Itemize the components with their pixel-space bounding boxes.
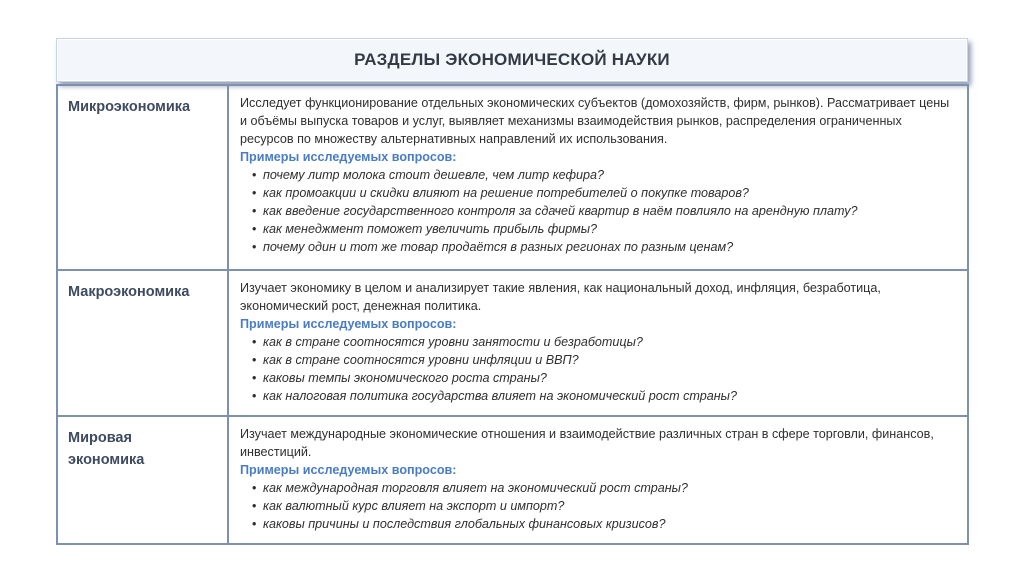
question-item: • как промоакции и скидки влияют на решение потребителей о покупке товаров? bbox=[252, 184, 957, 202]
question-item: • как в стране соотносятся уровни занятости и безработицы? bbox=[252, 333, 957, 351]
section-description-cell bbox=[229, 271, 967, 417]
examples-heading: Примеры исследуемых вопросов: bbox=[240, 317, 457, 331]
question-item: • как в стране соотносятся уровни инфляции и ВВП? bbox=[252, 351, 957, 369]
section-description-cell bbox=[229, 86, 967, 269]
question-item: • как налоговая политика государства влияет на экономический рост страны? bbox=[252, 387, 957, 405]
question-item: • почему один и тот же товар продаётся в разных регионах по разным ценам? bbox=[252, 238, 957, 256]
section-name-cell bbox=[58, 86, 229, 269]
question-item: • почему литр молока стоит дешевле, чем литр кефира? bbox=[252, 166, 957, 184]
question-item: • как менеджмент поможет увеличить прибыль фирмы? bbox=[252, 220, 957, 238]
question-item: • каковы темпы экономического роста страны? bbox=[252, 369, 957, 387]
section-row-macroeconomics bbox=[58, 269, 967, 417]
section-description-cell bbox=[229, 417, 967, 545]
question-item: • как валютный курс влияет на экспорт и импорт? bbox=[252, 497, 957, 515]
section-description: Изучает международные экономические отношения и взаимодействие различных стран в сфере торговли, финансов, инвестиций. bbox=[240, 427, 934, 459]
section-description: Исследует функционирование отдельных экономических субъектов (домохозяйств, фирм, рынков). Рассматривает цены и объёмы выпуска товаров и услуг, выявляет механизмы взаимодействия рынков, распределения ограниченных ресурсов по множеству альтернативных направлений их использования. bbox=[240, 96, 950, 146]
section-name: Микроэкономика bbox=[68, 99, 191, 115]
section-row-microeconomics bbox=[58, 86, 967, 269]
title-banner bbox=[56, 38, 968, 82]
section-name-cell bbox=[58, 417, 229, 545]
examples-heading: Примеры исследуемых вопросов: bbox=[240, 463, 457, 477]
examples-heading: Примеры исследуемых вопросов: bbox=[240, 150, 457, 164]
section-name: Мировая экономика bbox=[68, 430, 145, 468]
questions-list bbox=[240, 333, 957, 405]
questions-list bbox=[240, 479, 957, 533]
sections-table bbox=[56, 84, 969, 545]
section-name: Макроэкономика bbox=[68, 284, 190, 300]
section-row-world-economy bbox=[58, 415, 967, 545]
question-item: • как введение государственного контроля за сдачей квартир в наём повлияло на арендную плату? bbox=[252, 202, 957, 220]
question-item: • каковы причины и последствия глобальных финансовых кризисов? bbox=[252, 515, 957, 533]
section-description: Изучает экономику в целом и анализирует такие явления, как национальный доход, инфляция, безработица, экономический рост, денежная политика. bbox=[240, 281, 881, 313]
question-item: • как международная торговля влияет на экономический рост страны? bbox=[252, 479, 957, 497]
section-name-cell bbox=[58, 271, 229, 417]
questions-list bbox=[240, 166, 957, 256]
page-title: РАЗДЕЛЫ ЭКОНОМИЧЕСКОЙ НАУКИ bbox=[354, 50, 670, 69]
